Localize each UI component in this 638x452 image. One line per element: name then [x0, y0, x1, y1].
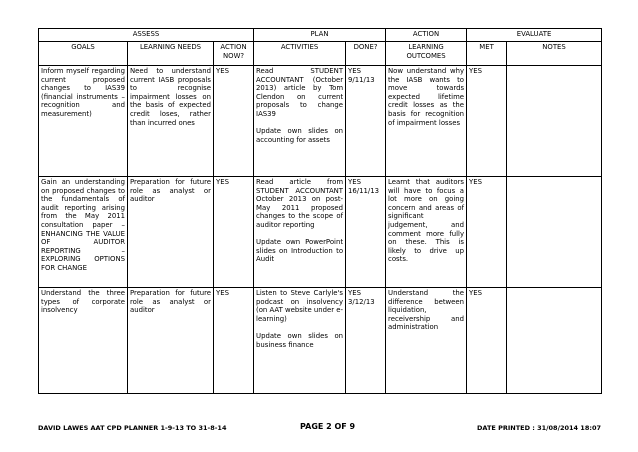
done-header: DONE? [346, 42, 386, 66]
action-now-cell: YES [214, 177, 254, 288]
page-footer [38, 424, 601, 436]
notes-cell [507, 66, 602, 177]
evaluate-header: EVALUATE [467, 29, 602, 42]
table-row [39, 177, 602, 288]
activities-cell [254, 288, 346, 394]
activity-text: Read STUDENT ACCOUNTANT (October 2013) article by Tom Clendon on current proposals to change IAS39 [256, 67, 344, 118]
done-cell: YES 16/11/13 [346, 177, 386, 288]
date-printed: DATE PRINTED : 31/08/2014 18:07 [477, 424, 601, 432]
page-number: PAGE 2 OF 9 [300, 422, 356, 431]
learning-outcome-cell: Now understand why the IASB wants to move towards expected lifetime credit losses as the basis for recognition of impairment losses [386, 66, 467, 177]
planner-title-footer: DAVID LAWES AAT CPD PLANNER 1-9-13 TO 31-8-14 [38, 424, 227, 432]
cpd-planner-table [38, 28, 602, 394]
goal-cell: Gain an understanding on proposed changes to the fundamentals of audit reporting arising from the May 2011 consultation paper – ENHANCING THE VALUE OF AUDITOR REPORTING – EXPLORING OPTIONS FOR CHANGE [39, 177, 128, 288]
learning-outcome-cell: Learnt that auditors will have to focus a lot more on going concern and areas of significant judgement, and comment more fully on these. This is likely to drive up costs. [386, 177, 467, 288]
learning-needs-cell: Preparation for future role as analyst or auditor [128, 177, 214, 288]
action-now-header: ACTION NOW? [214, 42, 254, 66]
activities-header: ACTIVITIES [254, 42, 346, 66]
activity-text: Listen to Steve Carlyle's podcast on insolvency (on AAT website under e-learning) [256, 289, 344, 323]
met-header: MET [467, 42, 507, 66]
activity-text: Update own PowerPoint slides on Introduction to Audit [256, 238, 344, 264]
activity-text: Update own slides on business finance [256, 331, 344, 349]
learning-outcomes-header: LEARNING OUTCOMES [386, 42, 467, 66]
column-header-row [39, 42, 602, 66]
notes-cell [507, 177, 602, 288]
notes-header: NOTES [507, 42, 602, 66]
section-header-row [39, 29, 602, 42]
action-now-cell: YES [214, 66, 254, 177]
goal-cell: Inform myself regarding current proposed changes to IAS39 (financial instruments – recognition and measurement) [39, 66, 128, 177]
learning-needs-header: LEARNING NEEDS [128, 42, 214, 66]
met-cell: YES [467, 66, 507, 177]
cpd-planner-sheet [38, 28, 601, 394]
done-cell: YES 9/11/13 [346, 66, 386, 177]
activity-text: Update own slides on accounting for assets [256, 127, 344, 144]
activities-cell [254, 177, 346, 288]
done-cell: YES 3/12/13 [346, 288, 386, 394]
met-cell: YES [467, 177, 507, 288]
met-cell: YES [467, 288, 507, 394]
activity-text: Read article from STUDENT ACCOUNTANT October 2013 on post-May 2011 proposed changes to the scope of auditor reporting [256, 178, 344, 229]
learning-needs-cell: Preparation for future role as analyst or auditor [128, 288, 214, 394]
plan-header: PLAN [254, 29, 386, 42]
table-row [39, 66, 602, 177]
goals-header: GOALS [39, 42, 128, 66]
table-row [39, 288, 602, 394]
action-now-cell: YES [214, 288, 254, 394]
activities-cell [254, 66, 346, 177]
learning-needs-cell: Need to understand current IASB proposals to recognise impairment losses on the basis of expected credit loses, rather than incurred ones [128, 66, 214, 177]
goal-cell: Understand the three types of corporate insolvency [39, 288, 128, 394]
learning-outcome-cell: Understand the difference between liquidation, receivership and administration [386, 288, 467, 394]
notes-cell [507, 288, 602, 394]
action-header: ACTION [386, 29, 467, 42]
assess-header: ASSESS [39, 29, 254, 42]
